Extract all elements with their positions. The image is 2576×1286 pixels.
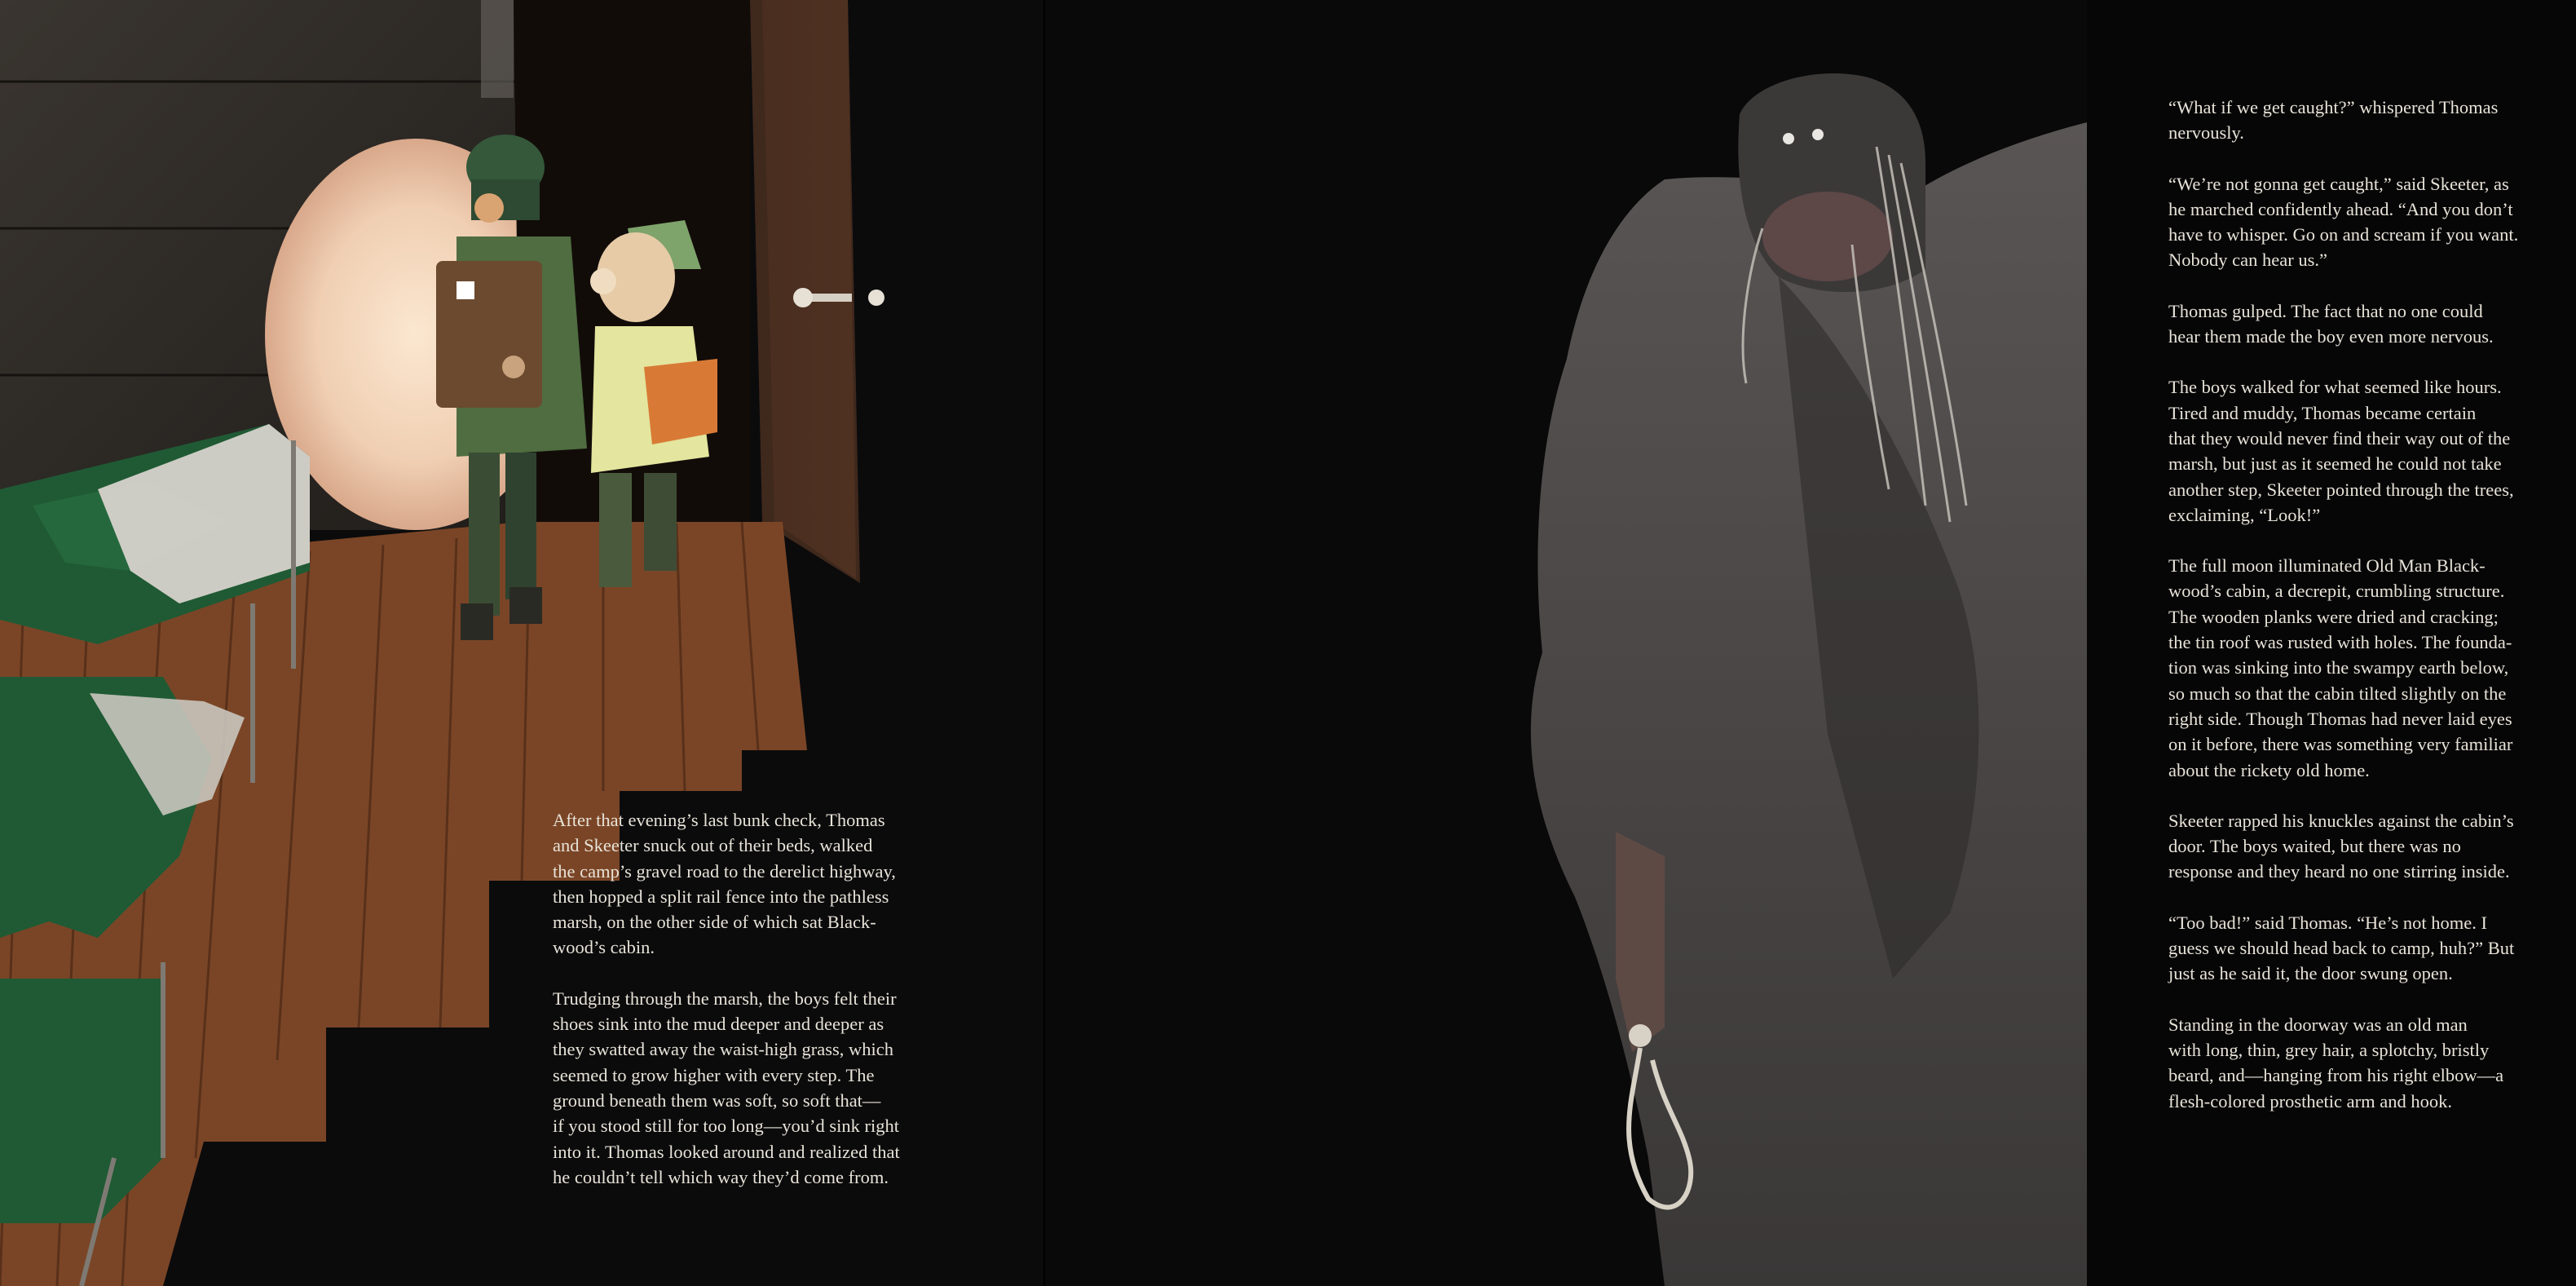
right-page <box>1045 0 2519 1286</box>
old-man-illustration <box>1045 0 2087 1286</box>
paragraph: “Too bad!” said Thomas. “He’s not home. I guess we should head back to camp, huh?” But just as he said it, the door swung open. <box>2168 912 2515 984</box>
left-page-text <box>553 807 944 1190</box>
paragraph: Skeeter rapped his knuckles against the cabin’s door. The boys waited, but there was no response and they heard no one stirring inside. <box>2168 810 2514 882</box>
eye-icon <box>1783 133 1794 144</box>
paragraph: “What if we get caught?” whispered Thomas nervously. <box>2168 97 2499 144</box>
paragraph: Standing in the doorway was an old man with long, thin, grey hair, a splotchy, bristly beard, and—hanging from his right elbow—a flesh-colored prosthetic arm and hook. <box>2168 1014 2504 1111</box>
paragraph: Thomas gulped. The fact that no one could hear them made the boy even more nervous. <box>2168 300 2494 347</box>
left-page <box>0 0 1045 1286</box>
paragraph: The full moon illuminated Old Man Black- wood’s cabin, a decrepit, crumbling structure. The wooden planks were dried and cracking; the tin roof was rusted with holes. The founda- tion was sinking into the swampy earth below, so much so that the cabin tilted slightly on the right side. Though Thomas had never laid eyes on it before, there was something very familiar about the rickety old home. <box>2168 555 2513 780</box>
eye-icon <box>1812 129 1824 140</box>
paragraph: After that evening’s last bunk check, Thomas and Skeeter snuck out of their beds, walked the camp’s gravel road to the derelict highway, then hopped a split rail fence into the pathless marsh, on the other side of which sat Black- wood’s cabin. <box>553 810 896 958</box>
backpack-icon <box>436 261 542 408</box>
old-man-figure <box>1531 73 2087 1286</box>
paragraph: The boys walked for what seemed like hours. Tired and muddy, Thomas became certain that they would never find their way out of the marsh, but just as it seemed he could not take another step, Skeeter pointed through the trees, exclaiming, “Look!” <box>2168 377 2514 525</box>
paragraph: “We’re not gonna get caught,” said Skeeter, as he marched confidently ahead. “And you don’t have to whisper. Go on and scream if you want. Nobody can hear us.” <box>2168 173 2519 271</box>
backpack-icon <box>644 359 717 444</box>
paragraph: Trudging through the marsh, the boys felt their shoes sink into the mud deeper and deeper as they swatted away the waist-high grass, which seemed to grow higher with every step. The ground beneath them was soft, so soft that— if you stood still for too long—you’d sink right into it. Thomas looked around and realized that he couldn’t tell which way they’d come from. <box>553 988 900 1187</box>
right-page-text <box>2168 95 2576 1114</box>
